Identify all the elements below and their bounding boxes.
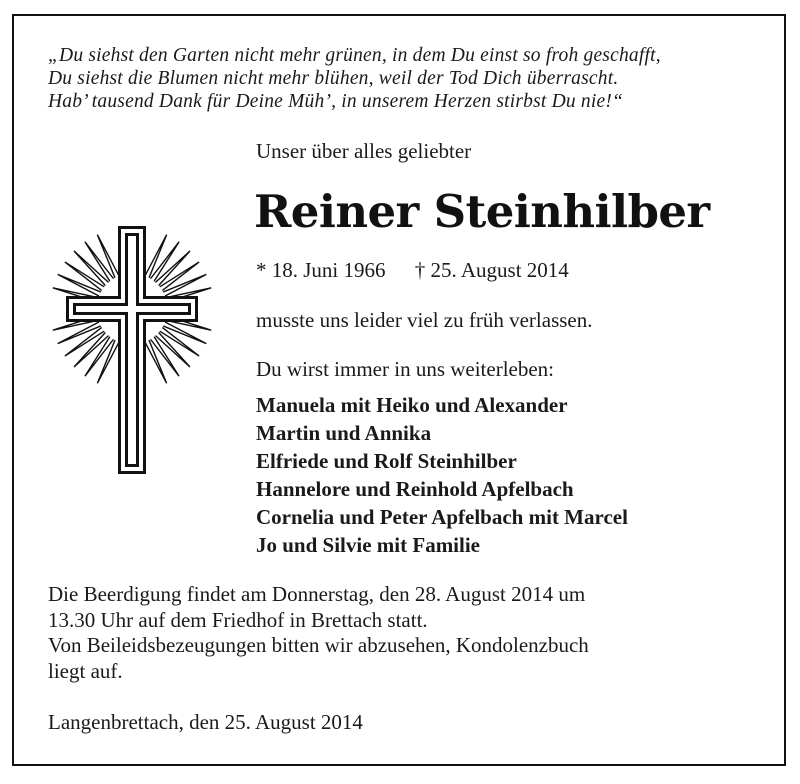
intro-text: Unser über alles geliebter (256, 139, 472, 163)
poem-line: Du siehst die Blumen nicht mehr blühen, weil der Tod Dich überrascht. (48, 68, 619, 89)
funeral-line: Von Beileidsbezeugungen bitten wir abzusehen, Kondolenzbuch (48, 633, 589, 657)
place-and-date: Langenbrettach, den 25. August 2014 (48, 710, 363, 734)
poem-line: Hab’ tausend Dank für Deine Müh’, in unserem Herzen stirbst Du nie!“ (48, 91, 624, 112)
ray-line (74, 251, 108, 285)
departure-text: musste uns leider viel zu früh verlassen. (256, 308, 593, 332)
mourner-entry: Hannelore und Reinhold Apfelbach (256, 477, 574, 501)
life-dates (256, 258, 569, 283)
remembrance-line: Du wirst immer in uns weiterleben: (256, 357, 555, 381)
ray-line (74, 333, 108, 367)
ray-line (156, 251, 190, 285)
mourner-entry: Manuela mit Heiko und Alexander (256, 393, 568, 417)
funeral-line: 13.30 Uhr auf dem Friedhof in Brettach statt. (48, 607, 428, 632)
poem-line: „Du siehst den Garten nicht mehr grünen, in dem Du einst so froh geschafft, (48, 45, 661, 66)
funeral-line: liegt auf. (48, 658, 123, 683)
mourner-entry: Jo und Silvie mit Familie (256, 533, 481, 557)
funeral-line: Die Beerdigung findet am Donnerstag, den 28. August 2014 um (48, 582, 586, 606)
mourner-entry: Martin und Annika (256, 421, 432, 445)
death-date: † 25. August 2014 (414, 258, 569, 282)
radiant-cross-icon (48, 216, 218, 490)
deceased-name: Reiner Steinhilber (254, 185, 710, 238)
ray-line (156, 333, 190, 367)
memorial-poem (48, 44, 661, 113)
mourners-list (256, 391, 628, 559)
obituary-notice (12, 14, 786, 766)
mourner-entry: Cornelia und Peter Apfelbach mit Marcel (256, 505, 628, 529)
birth-date: * 18. Juni 1966 (256, 258, 386, 282)
mourner-entry: Elfriede und Rolf Steinhilber (256, 449, 517, 473)
funeral-info (48, 582, 589, 684)
